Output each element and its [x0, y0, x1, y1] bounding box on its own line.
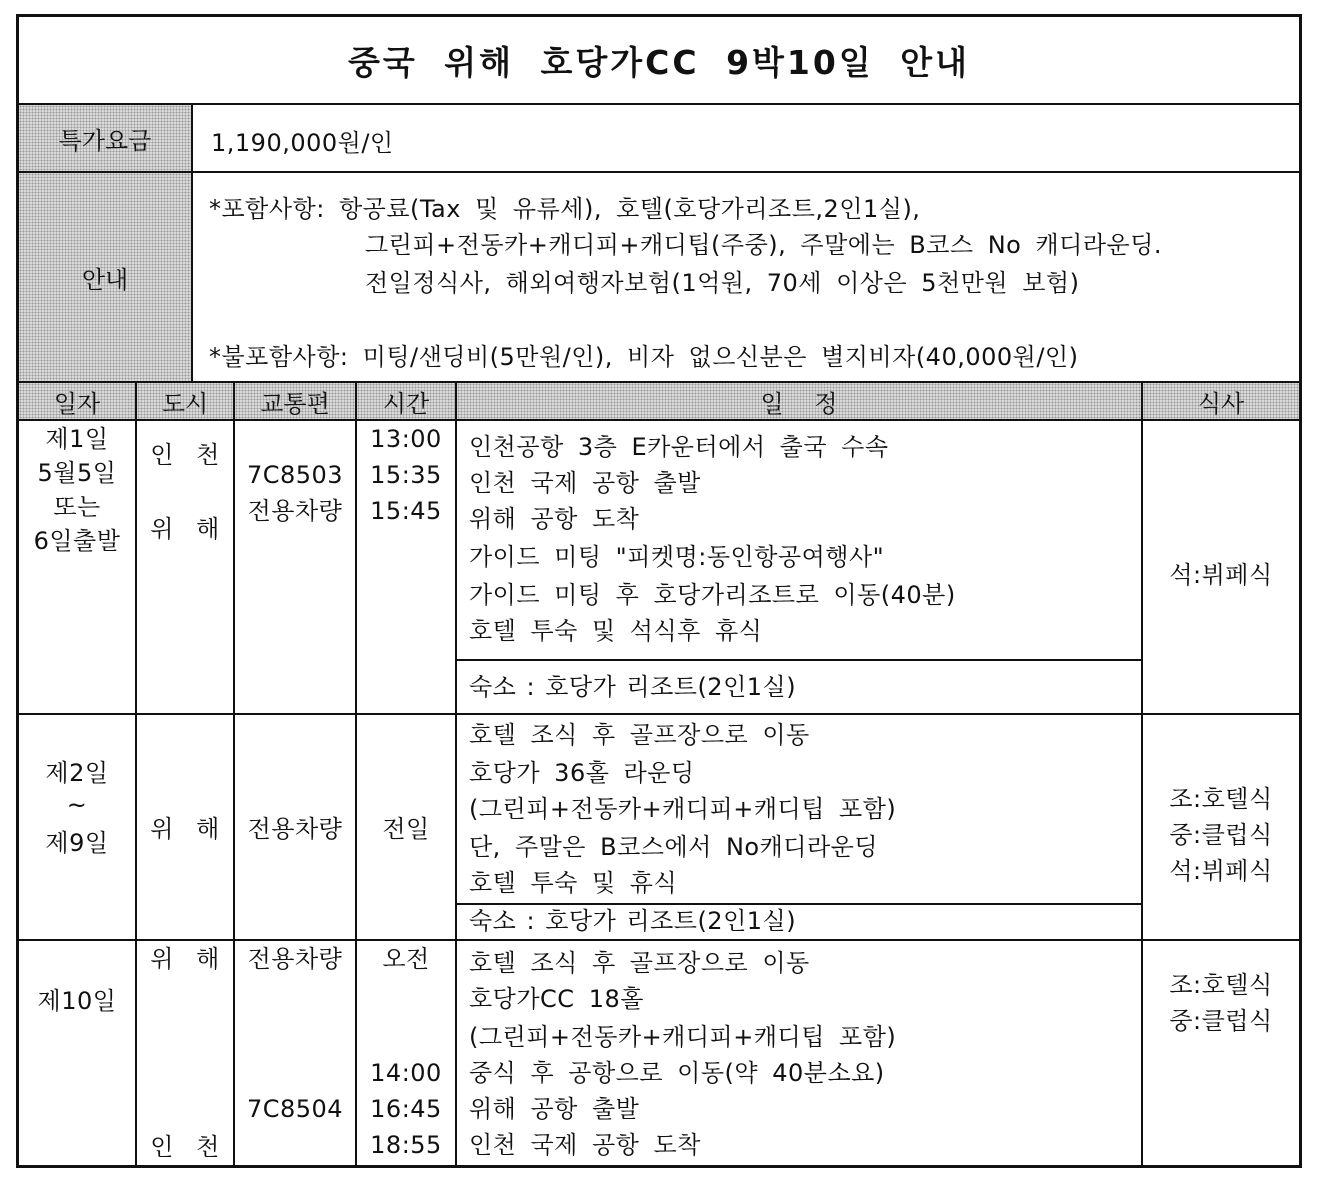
day2-city-1: 위 해	[150, 815, 220, 843]
day10-time-1: 오전	[382, 945, 430, 973]
day10-time-2: 14:00	[370, 1059, 442, 1087]
day2-label-2: ~	[66, 791, 88, 819]
rule-label-col	[191, 105, 193, 381]
day1-label-3: 또는	[53, 493, 101, 521]
col-header-city: 도시	[137, 383, 233, 419]
day10-label-1: 제10일	[37, 987, 117, 1015]
day2-meal-3: 석:뷔페식	[1169, 857, 1273, 885]
price-label-cell	[19, 105, 191, 171]
day2-label-1: 제2일	[45, 759, 109, 787]
day10-transport-2: 7C8504	[246, 1095, 344, 1123]
day1-schedule-6: 호텔 투숙 및 석식후 휴식	[469, 617, 763, 645]
day1-time-1: 13:00	[370, 425, 442, 453]
price-label: 특가요금	[58, 126, 152, 155]
day10-schedule-5: 위해 공항 출발	[469, 1095, 640, 1123]
day10-schedule-4: 중식 후 공항으로 이동(약 40분소요)	[469, 1059, 885, 1087]
day1-schedule-1: 인천공항 3층 E카운터에서 출국 수속	[469, 433, 889, 461]
day1-schedule-4: 가이드 미팅 "피켓명:동인항공여행사"	[469, 543, 885, 571]
day1-label-4: 6일출발	[33, 527, 121, 555]
day1-meal-1: 석:뷔페식	[1169, 561, 1273, 589]
day10-schedule-1: 호텔 조식 후 골프장으로 이동	[469, 949, 810, 977]
rule-col-day	[135, 381, 137, 1168]
day10-meal-2: 중:클럽식	[1169, 1007, 1273, 1035]
rule-col-schedule	[1141, 381, 1143, 1168]
document-title: 중국 위해 호당가CC 9박10일 안내	[19, 17, 1299, 105]
day10-time-4: 18:55	[370, 1131, 442, 1159]
price-value: 1,190,000원/인	[211, 129, 394, 157]
rule-day1-bottom	[19, 713, 1299, 715]
day2-schedule-5: 호텔 투숙 및 휴식	[469, 869, 678, 897]
col-header-meal: 식사	[1143, 383, 1299, 419]
day10-schedule-2: 호당가CC 18홀	[469, 985, 644, 1013]
info-label: 안내	[81, 265, 129, 294]
day2-schedule-1: 호텔 조식 후 골프장으로 이동	[469, 721, 810, 749]
day2-transport-1: 전용차량	[247, 815, 343, 843]
included-line-3: 전일정식사, 해외여행자보험(1억원, 70세 이상은 5천만원 보험)	[365, 269, 1080, 297]
day1-time-3: 15:45	[370, 497, 442, 525]
day2-time-1: 전일	[382, 815, 430, 843]
day2-schedule-4: 단, 주말은 B코스에서 No캐디라운딩	[469, 833, 879, 861]
day10-time-3: 16:45	[370, 1095, 442, 1123]
rule-header-bottom	[19, 419, 1299, 421]
day1-transport-2: 전용차량	[247, 497, 343, 525]
day1-city-1: 인 천	[150, 441, 220, 469]
day10-city-2: 인 천	[150, 1133, 220, 1161]
day10-transport-1: 전용차량	[247, 945, 343, 973]
col-header-schedule: 일 정	[457, 383, 1141, 419]
rule-lodging1-top	[457, 659, 1141, 661]
day1-schedule-5: 가이드 미팅 후 호당가리조트로 이동(40분)	[469, 581, 956, 609]
rule-col-time	[455, 381, 457, 1168]
included-line-2: 그린피+전동카+캐디피+캐디팁(주중), 주말에는 B코스 No 캐디라운딩.	[365, 231, 1163, 259]
day1-label-2: 5월5일	[37, 459, 117, 487]
included-line-1: *포함사항: 항공료(Tax 및 유류세), 호텔(호당가리조트,2인1실),	[209, 195, 921, 223]
col-header-transport: 교통편	[235, 383, 355, 419]
day1-lodging: 숙소 : 호당가 리조트(2인1실)	[469, 673, 797, 701]
excluded-line: *불포함사항: 미팅/샌딩비(5만원/인), 비자 없으신분은 별지비자(40,000원/인)	[209, 343, 1079, 371]
itinerary-table	[16, 14, 1302, 1168]
day1-city-2: 위 해	[150, 515, 220, 543]
day2-meal-2: 중:클럽식	[1169, 821, 1273, 849]
day2-schedule-2: 호당가 36홀 라운딩	[469, 759, 695, 787]
day1-schedule-2: 인천 국제 공항 출발	[469, 469, 701, 497]
day1-schedule-3: 위해 공항 도착	[469, 505, 640, 533]
col-header-day: 일자	[19, 383, 135, 419]
day1-transport-1: 7C8503	[246, 461, 344, 489]
day10-schedule-6: 인천 국제 공항 도착	[469, 1131, 701, 1159]
rule-info-bottom	[19, 381, 1299, 383]
day2-schedule-3: (그린피+전동카+캐디피+캐디팁 포함)	[469, 795, 897, 823]
info-label-cell	[19, 173, 191, 381]
day2-meal-1: 조:호텔식	[1169, 785, 1273, 813]
day10-city-1: 위 해	[150, 945, 220, 973]
day2-lodging: 숙소 : 호당가 리조트(2인1실)	[469, 907, 797, 935]
day1-label-1: 제1일	[45, 425, 109, 453]
col-header-time: 시간	[357, 383, 455, 419]
day1-time-2: 15:35	[370, 461, 442, 489]
day10-schedule-3: (그린피+전동카+캐디피+캐디팁 포함)	[469, 1023, 897, 1051]
rule-price-bottom	[19, 171, 1299, 173]
day10-meal-1: 조:호텔식	[1169, 971, 1273, 999]
day2-label-3: 제9일	[45, 829, 109, 857]
